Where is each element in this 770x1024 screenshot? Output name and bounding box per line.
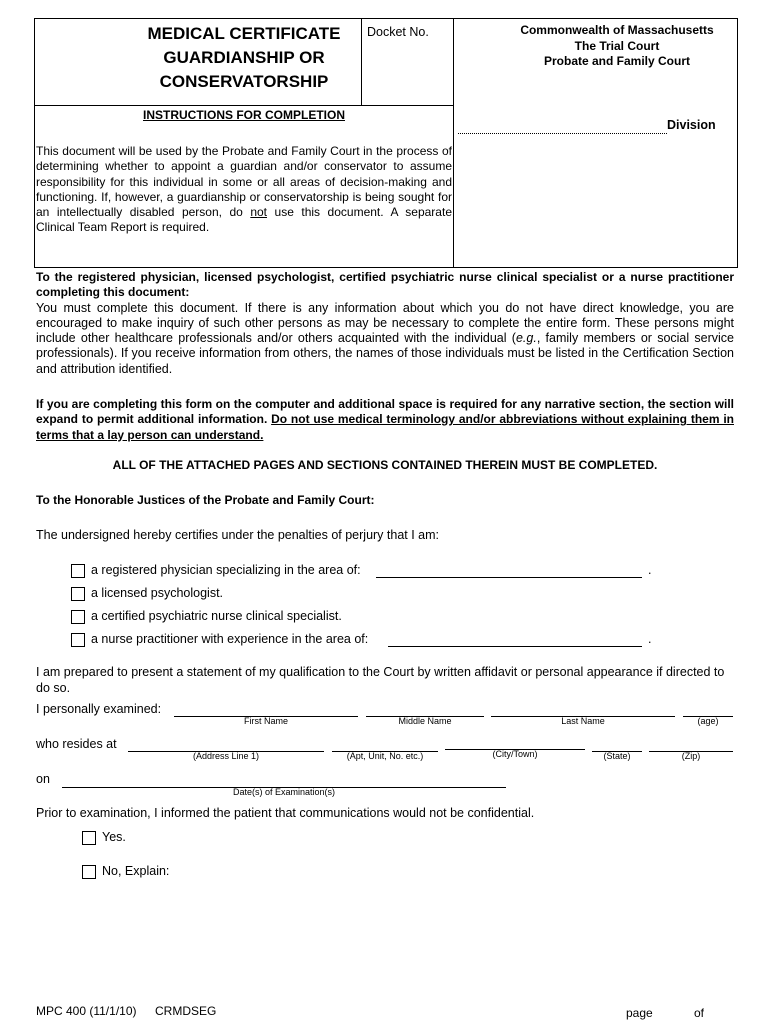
apt-unit-caption: (Apt, Unit, No. etc.) xyxy=(346,751,424,761)
nurse-practitioner-period: . xyxy=(648,632,652,646)
examination-date-caption: Date(s) of Examination(s) xyxy=(232,787,336,797)
court-line-2: The Trial Court xyxy=(574,38,660,53)
court-line-1: Commonwealth of Massachusetts xyxy=(520,23,714,37)
no-label: No, Explain: xyxy=(102,864,170,878)
instructions-not: not xyxy=(250,205,268,220)
completer-eg: e.g. xyxy=(515,331,537,346)
honorable-justices: To the Honorable Justices of the Probate and Family Court: xyxy=(36,493,375,507)
nurse-practitioner-checkbox[interactable] xyxy=(71,633,85,647)
court-name xyxy=(500,23,734,70)
docket-label: Docket No. xyxy=(367,25,429,39)
title-line-1: MEDICAL CERTIFICATE xyxy=(147,24,341,43)
computer-note xyxy=(36,397,734,443)
completer-text-1: You must complete this document. If there is any information about which you do not have direct knowledge, you are encouraged to make inquiry of such other persons as may be necessary to complete the entire form. These persons might include other healthcare professionals and/or others acquainted with the individual ( xyxy=(36,300,734,346)
middle-name-caption: Middle Name xyxy=(398,716,452,726)
nurse-specialist-checkbox[interactable] xyxy=(71,610,85,624)
resides-label: who resides at xyxy=(36,737,117,751)
yes-label: Yes. xyxy=(102,830,126,844)
last-name-caption: Last Name xyxy=(561,716,605,726)
nurse-specialist-option-label: a certified psychiatric nurse clinical specialist. xyxy=(91,609,342,623)
psychologist-option-label: a licensed psychologist. xyxy=(91,586,224,600)
completer-section xyxy=(36,270,734,377)
computer-note-warning: Do not use medical terminology and/or abbreviations without explaining them in terms that a lay person can understand. xyxy=(36,412,734,442)
footer-form-id: MPC 400 (11/1/10) xyxy=(36,1004,137,1018)
certifies-statement: The undersigned hereby certifies under the penalties of perjury that I am: xyxy=(36,528,440,542)
address-line-1-caption: (Address Line 1) xyxy=(192,751,260,761)
yes-checkbox[interactable] xyxy=(82,831,96,845)
instructions-body xyxy=(36,144,452,236)
city-town-caption: (City/Town) xyxy=(492,749,538,759)
physician-specialty-field[interactable] xyxy=(376,577,642,578)
completer-body xyxy=(36,301,734,377)
examined-label: I personally examined: xyxy=(36,702,162,716)
computer-note-text: If you are completing this form on the computer and additional space is required for any narrative section, the section will expand to permit additional information. xyxy=(36,397,734,427)
instructions-text-2: use this document. A separate Clinical Team Report is required. xyxy=(36,205,452,235)
header-divider-right xyxy=(453,18,454,267)
state-caption: (State) xyxy=(603,751,631,761)
on-label: on xyxy=(36,772,50,786)
no-checkbox[interactable] xyxy=(82,865,96,879)
physician-period: . xyxy=(648,563,652,577)
nurse-practitioner-experience-field[interactable] xyxy=(388,646,642,647)
header-divider-horizontal xyxy=(34,105,454,106)
zip-caption: (Zip) xyxy=(681,751,701,761)
division-field[interactable] xyxy=(458,119,667,134)
first-name-caption: First Name xyxy=(243,716,288,726)
footer-of-label: of xyxy=(694,1006,705,1020)
court-line-3: Probate and Family Court xyxy=(543,54,691,68)
prepared-statement: I am prepared to present a statement of my qualification to the Court by written affidavit or personal appearance if directed to do so. xyxy=(36,665,725,695)
confidentiality-statement: Prior to examination, I informed the patient that communications would not be confidential. xyxy=(36,806,535,820)
age-caption: (age) xyxy=(697,716,719,726)
title-line-2: GUARDIANSHIP OR xyxy=(163,48,325,67)
completer-heading: To the registered physician, licensed psychologist, certified psychiatric nurse clinical specialist or a nurse practitioner completing this document: xyxy=(36,270,734,300)
division-label: Division xyxy=(667,118,716,132)
instructions-title: INSTRUCTIONS FOR COMPLETION xyxy=(143,108,345,122)
footer-code: CRMDSEG xyxy=(155,1004,217,1018)
nurse-practitioner-option-label: a nurse practitioner with experience in the area of: xyxy=(91,632,369,646)
psychologist-checkbox[interactable] xyxy=(71,587,85,601)
all-pages-notice: ALL OF THE ATTACHED PAGES AND SECTIONS CONTAINED THEREIN MUST BE COMPLETED. xyxy=(112,458,658,472)
title-line-3: CONSERVATORSHIP xyxy=(159,72,329,91)
completer-text-2: , family members or social service professionals). If you receive information from others, the names of those individuals must be listed in the Certification Section and attribution identified. xyxy=(36,331,734,376)
physician-option-label: a registered physician specializing in the area of: xyxy=(91,563,361,577)
instructions-text-1: This document will be used by the Probate and Family Court in the process of determining whether to appoint a guardian and/or conservator to assume responsibility for this individual in some or all areas of decision-making and functioning. If, however, a guardianship or conservatorship is being sought for an intellectually disabled person, do xyxy=(36,144,452,220)
footer-page-label: page xyxy=(626,1006,653,1020)
physician-checkbox[interactable] xyxy=(71,564,85,578)
